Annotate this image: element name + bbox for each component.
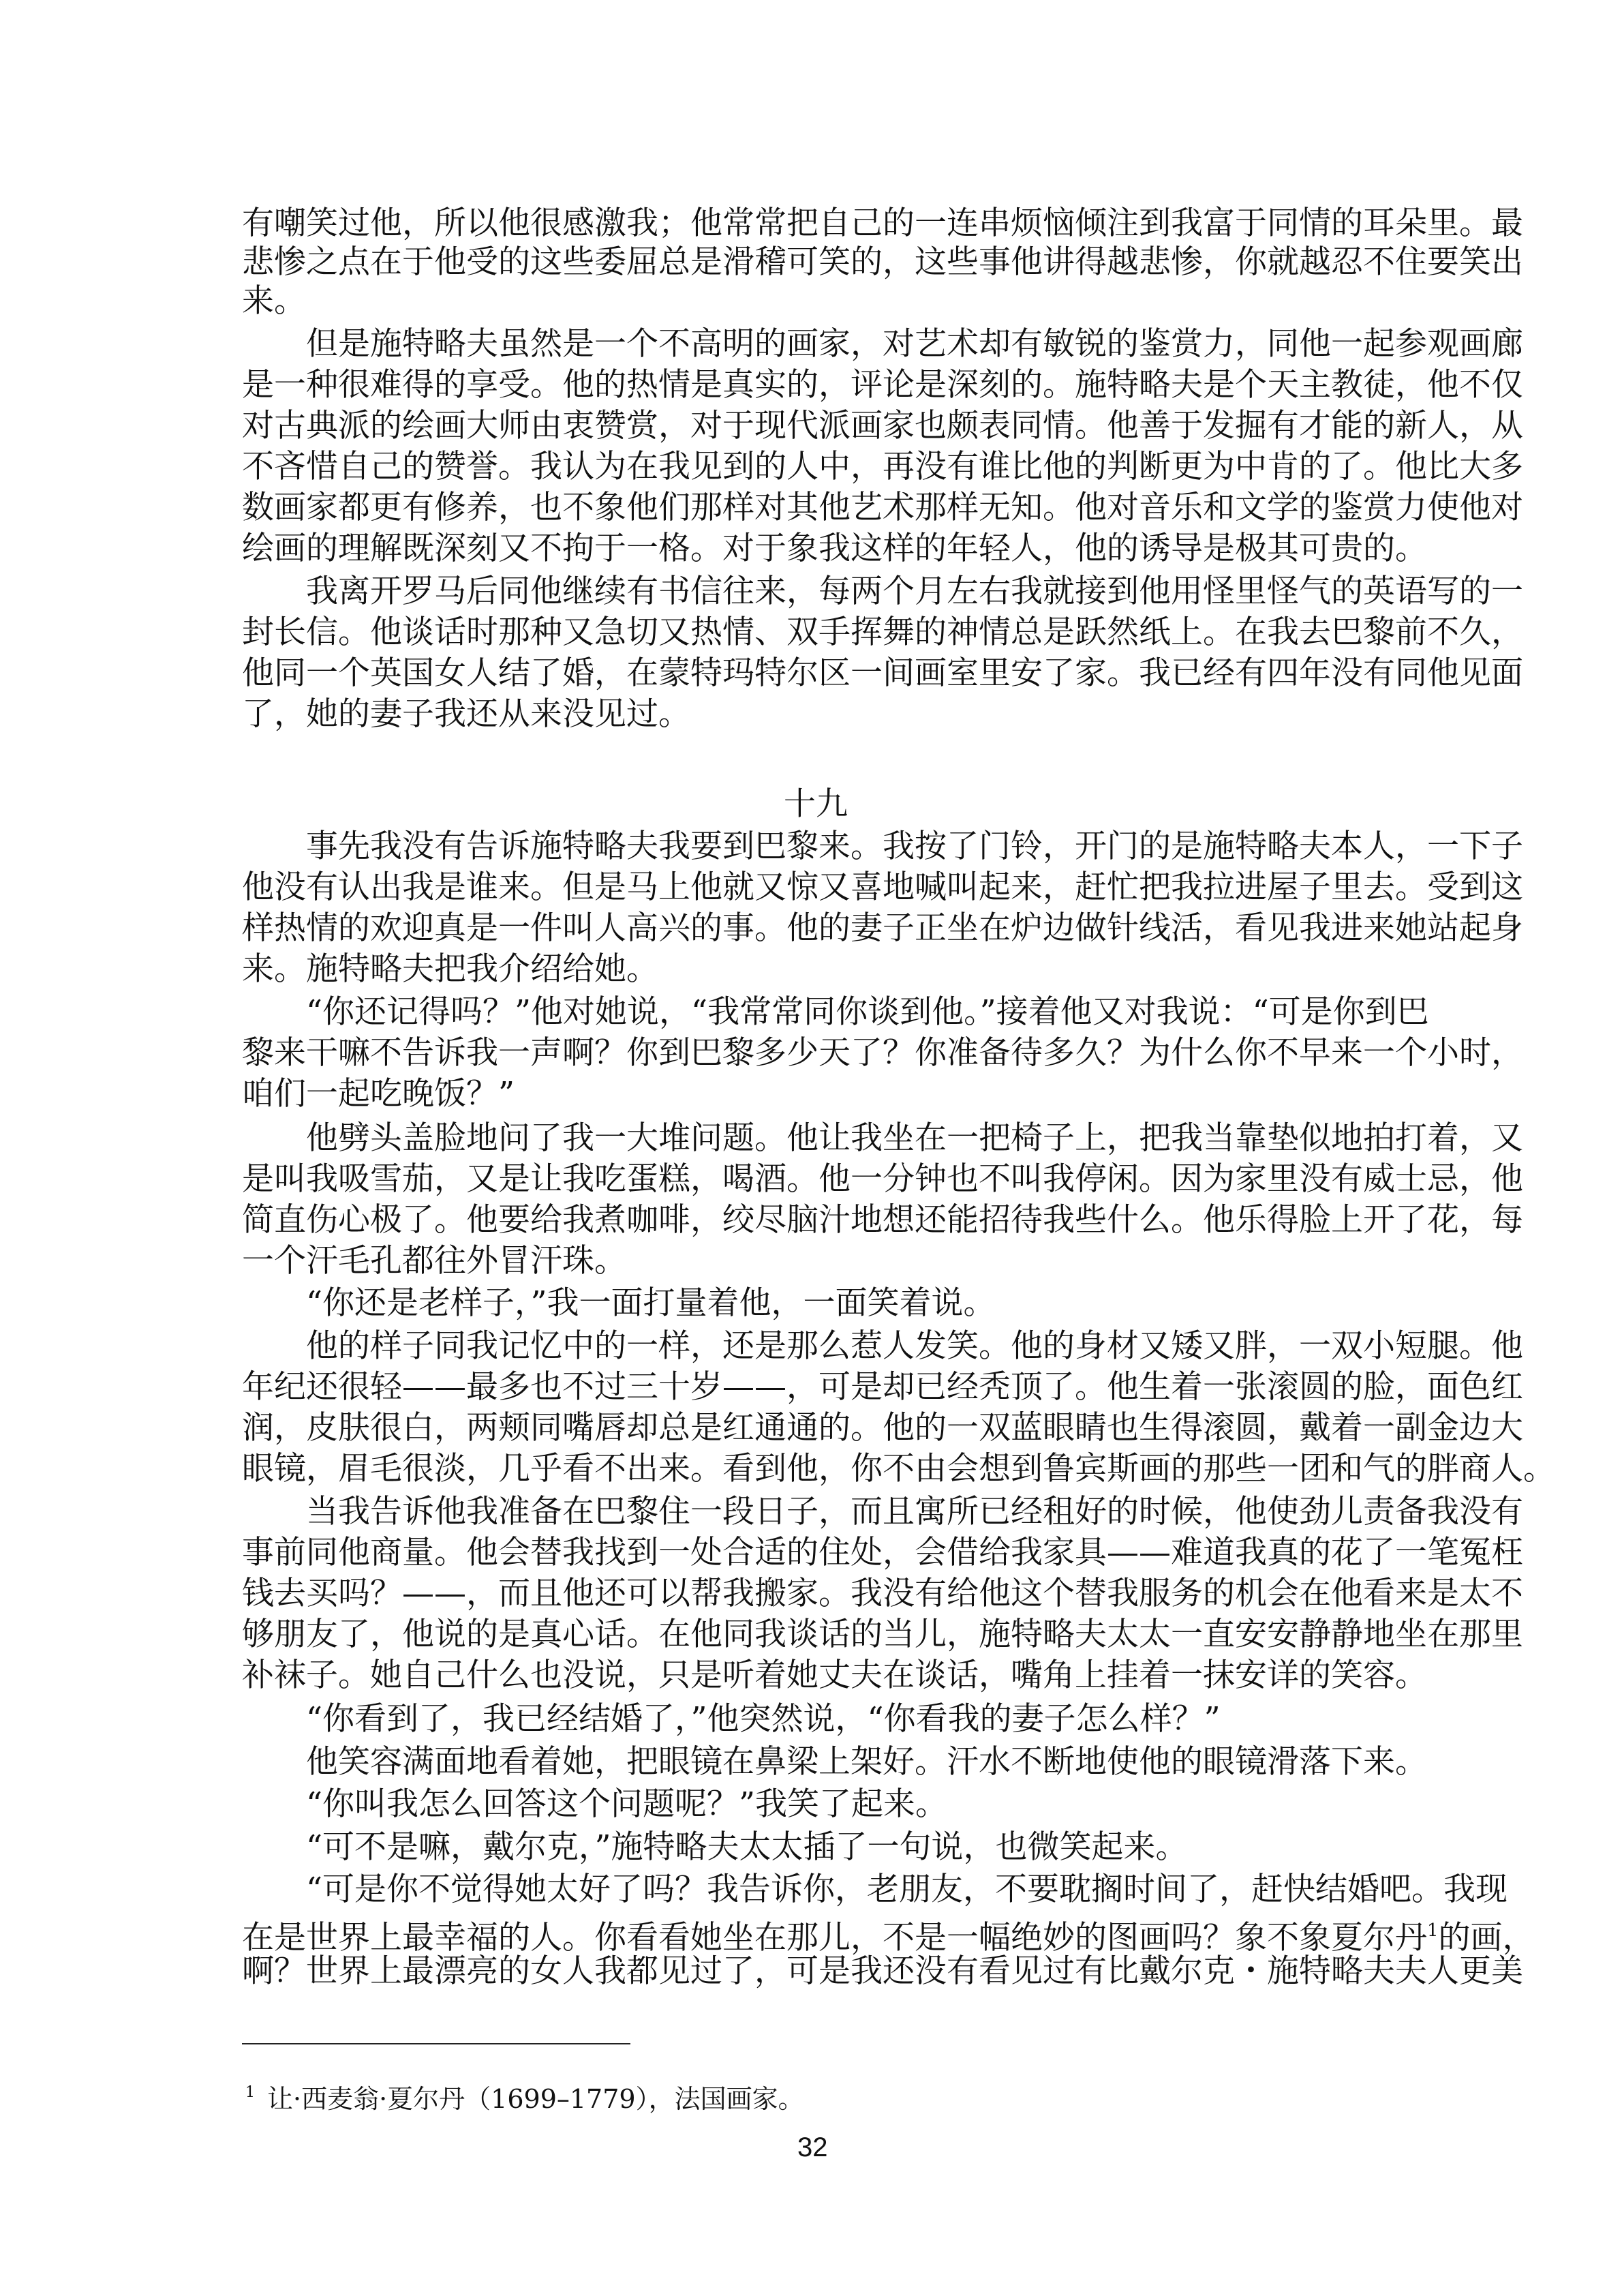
praise-line-2-before: 在是世界上最幸福的人。你看看她坐在那儿，不是一幅绝妙的图画吗？象不象夏尔丹 <box>242 1919 1427 1957</box>
apartment-line-4: 够朋友了，他说的是真心话。在他同我谈话的当儿，施特略夫太太一直安安静静地坐在那里 <box>242 1616 1523 1653</box>
footnote-marker: 1 <box>245 2084 255 2101</box>
appearance-line-3: 润，皮肤很白，两颊同嘴唇却总是红通通的。他的一双蓝眼睛也生得滚圆，戴着一副金边大 <box>242 1409 1523 1447</box>
praise-line-3: 啊？世界上最漂亮的女人我都见过了，可是我还没有看见过有比戴尔克・施特略夫夫人更美 <box>242 1952 1523 1990</box>
footnote-divider <box>242 2043 630 2044</box>
continuation-line-1: 有嘲笑过他，所以他很感激我；他常常把自己的一连串烦恼倾注到我富于同情的耳朵里。最 <box>242 205 1523 242</box>
questions-line-4: 一个汗毛孔都往外冒汗珠。 <box>242 1242 626 1280</box>
praise-line-2-after: 的画， <box>1438 1919 1535 1957</box>
appreciation-line-1: 但是施特略夫虽然是一个不高明的画家，对艺术却有敏锐的鉴赏力，同他一起参观画廊 <box>306 325 1523 363</box>
appreciation-line-6: 绘画的理解既深刻又不拘于一格。对于象我这样的年轻人，他的诱导是极其可贵的。 <box>242 530 1427 567</box>
apartment-line-5: 补袜子。她自己什么也没说，只是听着她丈夫在谈话，嘴角上挂着一抹安详的笑容。 <box>242 1657 1427 1694</box>
questions-line-2: 是叫我吸雪茄，又是让我吃蛋糕，喝酒。他一分钟也不叫我停闲。因为家里没有威士忌，他 <box>242 1160 1523 1198</box>
footnote <box>245 2076 804 2116</box>
remember-line-3: 咱们一起吃晚饭？” <box>242 1075 515 1113</box>
letters-line-3: 他同一个英国女人结了婚，在蒙特玛特尔区一间画室里安了家。我已经有四年没有同他见面 <box>242 654 1523 692</box>
appreciation-line-3: 对古典派的绘画大师由衷赞赏，对于现代派画家也颇表同情。他善于发掘有才能的新人，从 <box>242 407 1523 444</box>
chapter-heading: 十九 <box>784 785 848 823</box>
same-as-ever-line: “你还是老样子，”我一面打量着他，一面笑着说。 <box>306 1284 996 1322</box>
arrival-line-3: 样热情的欢迎真是一件叫人高兴的事。他的妻子正坐在炉边做针线活，看见我进来她站起身 <box>242 909 1523 947</box>
arrival-line-2: 他没有认出我是谁来。但是马上他就又惊又喜地喊叫起来，赶忙把我拉进屋子里去。受到这 <box>242 868 1523 906</box>
how-answer-line: “你叫我怎么回答这个问题呢？”我笑了起来。 <box>306 1785 948 1823</box>
continuation-line-3: 来。 <box>242 282 306 320</box>
questions-line-3: 简直伤心极了。他要给我煮咖啡，绞尽脑汁地想还能招待我些什么。他乐得脸上开了花，每 <box>242 1201 1523 1239</box>
arrival-line-1: 事先我没有告诉施特略夫我要到巴黎来。我按了门铃，开门的是施特略夫本人，一下子 <box>306 828 1523 865</box>
continuation-line-2: 悲惨之点在于他受的这些委屈总是滑稽可笑的，这些事他讲得越悲惨，你就越忍不住要笑出 <box>242 243 1523 281</box>
questions-line-1: 他劈头盖脸地问了我一大堆问题。他让我坐在一把椅子上，把我当靠垫似地拍打着，又 <box>306 1119 1523 1157</box>
appreciation-line-2: 是一种很难得的享受。他的热情是真实的，评论是深刻的。施特略夫是个天主教徒，他不仅 <box>242 366 1523 404</box>
letters-line-1: 我离开罗马后同他继续有书信往来，每两个月左右我就接到他用怪里怪气的英语写的一 <box>306 573 1523 610</box>
remember-line-1: “你还记得吗？”他对她说，“我常常同你谈到他。”接着他又对我说：“可是你到巴 <box>306 993 1429 1031</box>
glasses-line: 他笑容满面地看着她，把眼镜在鼻梁上架好。汗水不断地使他的眼镜滑落下来。 <box>306 1743 1427 1781</box>
footnote-text: 让·西麦翁·夏尔丹（1699–1779），法国画家。 <box>267 2084 804 2114</box>
apartment-line-3: 钱去买吗？——，而且他还可以帮我搬家。我没有给他这个替我服务的机会在他看来是太不 <box>242 1575 1523 1612</box>
praise-line-1: “可是你不觉得她太好了吗？我告诉你，老朋友，不要耽搁时间了，赶快结婚吧。我现 <box>306 1871 1508 1908</box>
remember-line-2: 黎来干嘛不告诉我一声啊？你到巴黎多少天了？你准备待多久？为什么你不早来一个小时， <box>242 1034 1523 1072</box>
letters-line-2: 封长信。他谈话时那种又急切又热情、双手挥舞的神情总是跃然纸上。在我去巴黎前不久， <box>242 614 1523 651</box>
apartment-line-1: 当我告诉他我准备在巴黎住一段日子，而且寓所已经租好的时候，他使劲儿责备我没有 <box>306 1493 1523 1530</box>
page-number: 32 <box>797 2132 828 2162</box>
appearance-line-2: 年纪还很轻——最多也不过三十岁——，可是却已经秃顶了。他生着一张滚圆的脸，面色红 <box>242 1368 1523 1406</box>
apartment-line-2: 事前同他商量。他会替我找到一处合适的住处，会借给我家具——难道我真的花了一笔冤枉 <box>242 1534 1523 1571</box>
appearance-line-1: 他的样子同我记忆中的一样，还是那么惹人发笑。他的身材又矮又胖，一双小短腿。他 <box>306 1327 1523 1365</box>
married-line: “你看到了，我已经结婚了，”他突然说，“你看我的妻子怎么样？” <box>306 1700 1221 1738</box>
dirk-line: “可不是嘛，戴尔克，”施特略夫太太插了一句说，也微笑起来。 <box>306 1828 1188 1866</box>
letters-line-4: 了，她的妻子我还从来没见过。 <box>242 695 690 733</box>
appreciation-line-5: 数画家都更有修养，也不象他们那样对其他艺术那样无知。他对音乐和文学的鉴赏力使他对 <box>242 489 1523 526</box>
appreciation-line-4: 不吝惜自己的赞誉。我认为在我见到的人中，再没有谁比他的判断更为中肯的了。他比大多 <box>242 448 1523 485</box>
arrival-line-4: 来。施特略夫把我介绍给她。 <box>242 950 658 988</box>
footnote-reference: 1 <box>1427 1920 1439 1941</box>
appearance-line-4: 眼镜，眉毛很淡，几乎看不出来。看到他，你不由会想到鲁宾斯画的那些一团和气的胖商人。 <box>242 1450 1555 1487</box>
